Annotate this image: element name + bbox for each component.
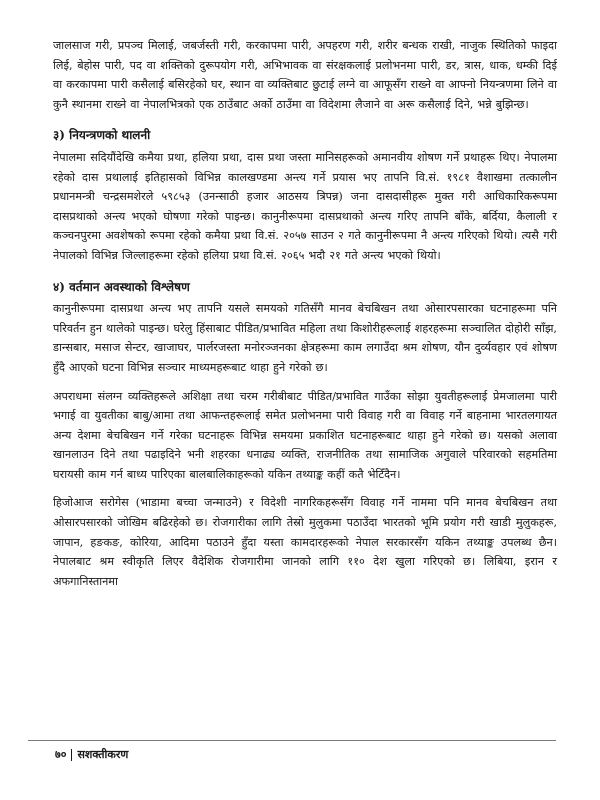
- footer-section-name: सशक्तीकरण: [77, 748, 129, 761]
- section-3-paragraph: नेपालमा सदियौंदेखि कमैया प्रथा, हलिया प्रथा, दास प्रथा जस्ता मानिसहरूको अमानवीय शोषण गर्ने प्रथाहरू थिए। नेपालमा रहेको दास प्रथालाई इतिहासको विभिन्न कालखण्डमा अन्त्य गर्ने प्रयास भए तापनि वि.सं. १९८१ वैशाखमा तत्कालीन प्रधानमन्त्री चन्द्रसमशेरले ५९८५३ (उनन्साठी हजार आठसय त्रिपन्न) जना दासदासीहरू मुक्त गरी आधिकारिकरूपमा दासप्रथाको अन्त्य भएको घोषणा गरेको पाइन्छ। कानुनीरूपमा दासप्रथाको अन्त्य गरिए तापनि बाँके, बर्दिया, कैलाली र कञ्चनपुरमा अवशेषको रूपमा रहेको कमैया प्रथा वि.सं. २०५७ साउन २ गते कानुनीरूपमा नै अन्त्य गरिएको थियो। त्यसै गरी नेपालको विभिन्न जिल्लाहरूमा रहेको हलिया प्रथा वि.सं. २०६५ भदौ २१ गते अन्त्य भएको थियो।: [53, 150, 557, 262]
- page-number: ७०: [55, 748, 67, 761]
- page-footer: [55, 748, 128, 762]
- section-4-heading: ४) वर्तमान अवस्थाको विश्लेषण: [53, 279, 190, 294]
- intro-paragraph: जालसाज गरी, प्रपञ्च मिलाई, जबर्जस्ती गरी, करकापमा पारी, अपहरण गरी, शरीर बन्धक राखी, नाजुक स्थितिको फाइदा लिई, बेहोस पारी, पद वा शक्तिको दुरूपयोग गरी, अभिभावक वा संरक्षकलाई प्रलोभनमा पारी, डर, त्रास, धाक, धम्की दिई वा करकापमा पारी कसैलाई बसिरहेको घर, स्थान वा व्यक्तिबाट छुटाई लग्ने वा आफूसँग राख्ने वा आफ्नो नियन्त्रणमा लिने वा कुनै स्थानमा राख्ने वा नेपालभित्रको एक ठाउँबाट अर्को ठाउँमा वा विदेशमा लैजाने वा अरू कसैलाई दिने, भन्ने बुझिन्छ।: [53, 39, 557, 111]
- section-3-heading: ३) नियन्त्रणको थालनी: [53, 128, 151, 143]
- section-4-paragraph-2: अपराधमा संलग्न व्यक्तिहरूले अशिक्षा तथा चरम गरीबीबाट पीडित/प्रभावित गाउँका सोझा युवतीहरूलाई प्रेमजालमा पारी भगाई वा युवतीका बाबु/आमा तथा आफन्तहरूलाई समेत प्रलोभनमा पारी विवाह गरी वा विवाह गर्ने बाहनामा भारतलगायत अन्य देशमा बेचबिखन गर्ने गरेका घटनाहरू विभिन्न समयमा प्रकाशित घटनाहरूबाट थाहा हुने गरेको छ। यसको अलावा खानलाउन दिने तथा पढाइदिने भनी शहरका धनाढ्य व्यक्ति, राजनीतिक तथा सामाजिक अगुवाले परिवारको सहमतिमा घरायसी काम गर्न बाध्य पारिएका बालबालिकाहरूको यकिन तथ्याङ्क कहीं कतै भेटिँदैन।: [53, 389, 557, 481]
- section-4-paragraph-1: कानुनीरूपमा दासप्रथा अन्त्य भए तापनि यसले समयको गतिसँगै मानव बेचबिखन तथा ओसारपसारका घटनाहरूमा पनि परिवर्तन हुन थालेको पाइन्छ। घरेलु हिंसाबाट पीडित/प्रभावित महिला तथा किशोरीहरूलाई शहरहरूमा सञ्चालित दोहोरी साँझ, डान्सबार, मसाज सेन्टर, खाजाघर, पार्लरजस्ता मनोरञ्जनका क्षेत्रहरूमा काम लगाउँदा श्रम शोषण, यौन दुर्व्यवहार एवं शोषण हुँदै आएको घटना विभिन्न सञ्चार माध्यमहरूबाट थाहा हुने गरेको छ।: [53, 302, 557, 374]
- page-body: [53, 36, 557, 591]
- footer-separator: [71, 749, 72, 761]
- section-4-paragraph-3: हिजोआज सरोगेस (भाडामा बच्चा जन्माउने) र विदेशी नागरिकहरूसँग विवाह गर्ने नाममा पनि मानव बेचबिखन तथा ओसारपसारको जोखिम बढिरहेको छ। रोजगारीका लागि तेस्रो मुलुकमा पठाउँदा भारतको भूमि प्रयोग गरी खाडी मुलुकहरू, जापान, हङकङ, कोरिया, आदिमा पठाउने हुँदा यस्ता कामदारहरूको नेपाल सरकारसँग यकिन तथ्याङ्क उपलब्ध छैन। नेपालबाट श्रम स्वीकृति लिएर वैदेशिक रोजगारीमा जानको लागि ११० देश खुला गरिएको छ। लिबिया, इरान र अफगानिस्तानमा: [53, 496, 557, 588]
- footer-divider: [28, 740, 556, 741]
